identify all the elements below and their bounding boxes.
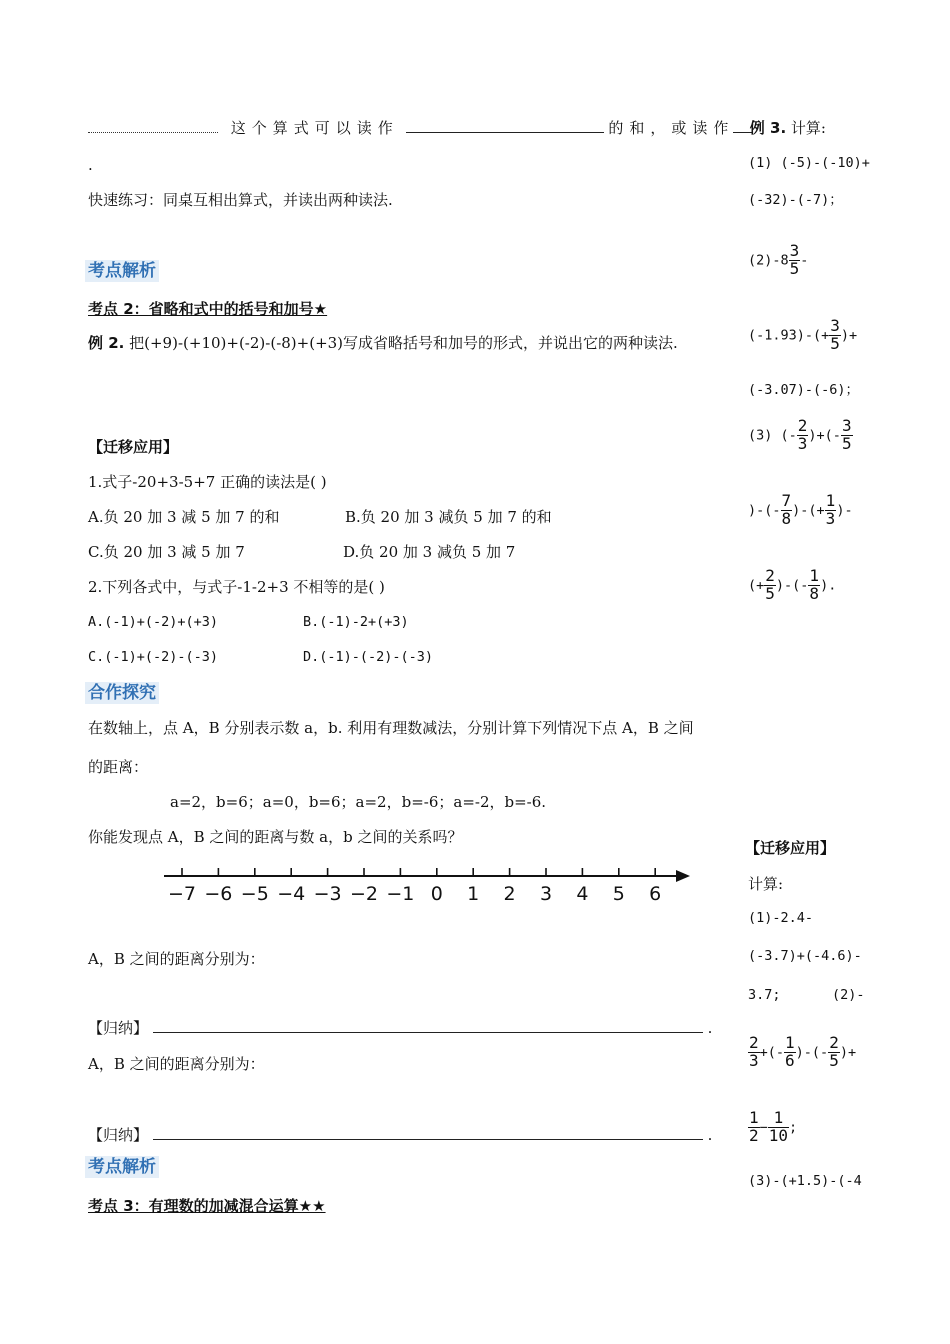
ex3-p3-frac1 <box>797 418 809 453</box>
hezuo-text-1: 在数轴上，点 A，B 分别表示数 a，b. 利用有理数减法，分别计算下列情况下点 A，B 之间 <box>88 719 694 737</box>
ex3-p2-frac <box>789 243 801 278</box>
q1-option-d[interactable]: D.负 20 加 3 减负 5 加 7 <box>343 543 516 561</box>
practice-q2-t1: +(- <box>759 1044 785 1061</box>
frac-den: 3 <box>825 508 836 528</box>
ex3-p3-a-text: (3) (- <box>748 427 797 444</box>
kaodian3-title: 考点 3：有理数的加减混合运算★★ <box>88 1197 326 1215</box>
kaodian-jiexi-heading-1: 考点解析 <box>85 260 159 282</box>
example2 <box>88 334 678 352</box>
sum-text: 的和，或读作 <box>608 119 735 137</box>
ex3-p2-d: (-3.07)-(-6)； <box>748 382 860 398</box>
frac-num: 1 <box>749 1108 759 1127</box>
ex3-p3-c2: )-(+ <box>792 502 825 519</box>
frac-num: 7 <box>781 491 792 510</box>
frac-num: 2 <box>829 1033 839 1052</box>
tick-label: −7 <box>167 883 197 905</box>
ex3-p3-a <box>748 418 853 453</box>
frac-den: 2 <box>749 1125 759 1145</box>
frac-den: 3 <box>749 1050 759 1070</box>
example2-text: 把(+9)-(+10)+(-2)-(-8)+(+3)写成省略括号和加号的形式，并说出它的两种读法. <box>129 334 678 352</box>
frac-num: 3 <box>789 241 800 260</box>
ex3-p3-d1: (+ <box>748 577 765 594</box>
tick-label: −5 <box>240 883 269 905</box>
tick-label: 3 <box>539 883 553 905</box>
practice-q2-f1 <box>748 1035 760 1070</box>
ex3-label: 例 3. <box>749 119 787 137</box>
practice-q2-line1 <box>748 1035 856 1070</box>
practice-q2-label: (2)- <box>832 987 865 1003</box>
practice-q2-f4 <box>748 1110 760 1145</box>
blank-read-as[interactable] <box>406 118 604 133</box>
frac-num: 1 <box>809 566 820 585</box>
tick-label: 5 <box>612 883 625 905</box>
distance-label-1: A，B 之间的距离分别为： <box>88 950 265 968</box>
ex3-p3-frac5 <box>764 568 776 603</box>
ex3-p3-d2: )-(- <box>775 577 809 594</box>
practice-q2-f5 <box>768 1110 789 1145</box>
ex3-p2-a <box>748 243 808 278</box>
practice-q1-a: (1)-2.4- <box>748 910 814 926</box>
summary-label-2: 【归纳】 <box>88 1126 149 1144</box>
practice-q2-t2: )-(- <box>795 1044 829 1061</box>
tick-label: 6 <box>649 883 662 905</box>
frac-den: 6 <box>785 1050 795 1070</box>
summary-line-2 <box>88 1125 712 1144</box>
number-line-arrow <box>676 870 690 882</box>
practice-q2-line2 <box>748 1110 797 1145</box>
ex3-p2-b-text: - <box>800 252 809 269</box>
summary-blank-1[interactable] <box>153 1018 703 1033</box>
frac-num: 1 <box>768 1110 789 1128</box>
ex3-blank[interactable] <box>733 118 745 133</box>
tick-label: 0 <box>430 883 443 905</box>
q-calc-label: 计算: <box>748 875 784 893</box>
q1-option-c[interactable]: C.负 20 加 3 减 5 加 7 <box>88 543 245 561</box>
q2-option-b[interactable]: B.(-1)-2+(+3) <box>303 614 409 630</box>
ex3-p3-frac6 <box>808 568 820 603</box>
frac-den: 5 <box>830 333 840 353</box>
ex3-p3-frac2 <box>841 418 853 453</box>
read-as-line <box>88 118 753 137</box>
ex3-p1-b: (-32)-(-7)； <box>748 192 843 208</box>
hezuo-heading: 合作探究 <box>85 682 159 704</box>
tick-label: −1 <box>386 883 415 905</box>
ex3-p3-frac3 <box>781 493 793 528</box>
frac-den: 10 <box>768 1125 789 1145</box>
ex3-p3-frac4 <box>825 493 837 528</box>
ex3-p2-c-frac <box>829 318 841 353</box>
practice-q2-f2 <box>784 1035 796 1070</box>
ex3-p2-c2: )+ <box>840 327 858 344</box>
hezuo-text-2: 的距离： <box>88 758 149 776</box>
quick-practice: 快速练习：同桌互相出算式，并读出两种读法. <box>88 191 393 209</box>
summary-end-2: . <box>707 1126 713 1144</box>
frac-den: 5 <box>829 1050 839 1070</box>
ex3-p3-c1: )-(- <box>748 502 781 519</box>
ex3-p3-c <box>748 493 853 528</box>
q2-stem: 2.下列各式中，与式子-1-2+3 不相等的是( ) <box>88 578 385 596</box>
example3-header <box>733 118 826 137</box>
practice-q2-t3: )+ <box>839 1044 857 1061</box>
frac-num: 2 <box>797 416 808 435</box>
distance-label-2: A，B 之间的距离分别为： <box>88 1055 265 1073</box>
summary-line-1 <box>88 1018 712 1037</box>
ex3-p2-c <box>748 318 857 353</box>
ex3-p3-d3: ). <box>820 577 837 594</box>
frac-num: 2 <box>749 1033 759 1052</box>
practice-q3: (3)-(+1.5)-(-4 <box>748 1173 862 1189</box>
tick-label: 1 <box>467 883 480 905</box>
tick-label: −3 <box>313 883 342 905</box>
q2-option-c[interactable]: C.(-1)+(-2)-(-3) <box>88 649 219 665</box>
practice-q2-t5: ; <box>789 1119 798 1136</box>
practice-q1-b: (-3.7)+(-4.6)- <box>748 948 862 964</box>
hezuo-cases: a=2，b=6；a=0，b=6；a=2，b=-6；a=-2，b=-6. <box>170 793 547 811</box>
frac-den: 8 <box>781 508 792 528</box>
hezuo-question: 你能发现点 A，B 之间的距离与数 a，b 之间的关系吗？ <box>88 828 463 846</box>
q2-option-d[interactable]: D.(-1)-(-2)-(-3) <box>303 649 434 665</box>
frac-den: 5 <box>789 258 800 278</box>
ex3-p2-a-text: (2)-8 <box>748 252 789 269</box>
q2-option-a[interactable]: A.(-1)+(-2)+(+3) <box>88 614 219 630</box>
frac-num: 3 <box>841 416 852 435</box>
frac-num: 2 <box>765 566 775 585</box>
frac-den: 5 <box>841 433 852 453</box>
tick-label: −4 <box>277 883 306 905</box>
number-line <box>160 862 700 912</box>
frac-num: 1 <box>825 491 836 510</box>
ex3-p3-c3: )- <box>836 502 853 519</box>
frac-den: 8 <box>809 583 820 603</box>
ex3-p2-c1: (-1.93)-(+ <box>748 327 830 344</box>
tick-label: 4 <box>576 883 589 905</box>
blank-expression[interactable] <box>88 118 218 133</box>
summary-label-1: 【归纳】 <box>88 1019 149 1037</box>
ex3-p1-a: (1) (-5)-(-10)+ <box>748 155 870 171</box>
tick-label: −2 <box>349 883 379 905</box>
frac-num: 3 <box>830 316 840 335</box>
ex3-calc: 计算: <box>790 119 826 137</box>
tick-label: −6 <box>204 883 233 905</box>
q1-option-b[interactable]: B.负 20 加 3 减负 5 加 7 的和 <box>345 508 552 526</box>
practice-q2-f3 <box>828 1035 840 1070</box>
q1-option-a[interactable]: A.负 20 加 3 减 5 加 7 的和 <box>88 508 280 526</box>
qianyi-title-2: 【迁移应用】 <box>745 839 836 857</box>
kaodian2-title: 考点 2：省略和式中的括号和加号★ <box>88 300 328 318</box>
frac-den: 3 <box>797 433 808 453</box>
read-as-text: 这个算式可以读作 <box>230 119 399 137</box>
tick-label: 2 <box>503 883 516 905</box>
ex3-p3-b-text: )+(- <box>808 427 841 444</box>
period-mark: . <box>88 156 93 174</box>
kaodian-jiexi-heading-2: 考点解析 <box>85 1156 159 1178</box>
practice-q2-t4: − <box>759 1119 768 1136</box>
q1-stem: 1.式子-20+3-5+7 正确的读法是( ) <box>88 473 327 491</box>
summary-end-1: . <box>707 1019 713 1037</box>
summary-blank-2[interactable] <box>153 1125 703 1140</box>
frac-den: 5 <box>765 583 775 603</box>
frac-num: 1 <box>785 1033 795 1052</box>
example2-label: 例 2. <box>88 334 125 352</box>
qianyi-title-1: 【迁移应用】 <box>88 438 179 456</box>
practice-q1-c: 3.7; <box>748 987 781 1003</box>
ex3-p3-d <box>748 568 836 603</box>
